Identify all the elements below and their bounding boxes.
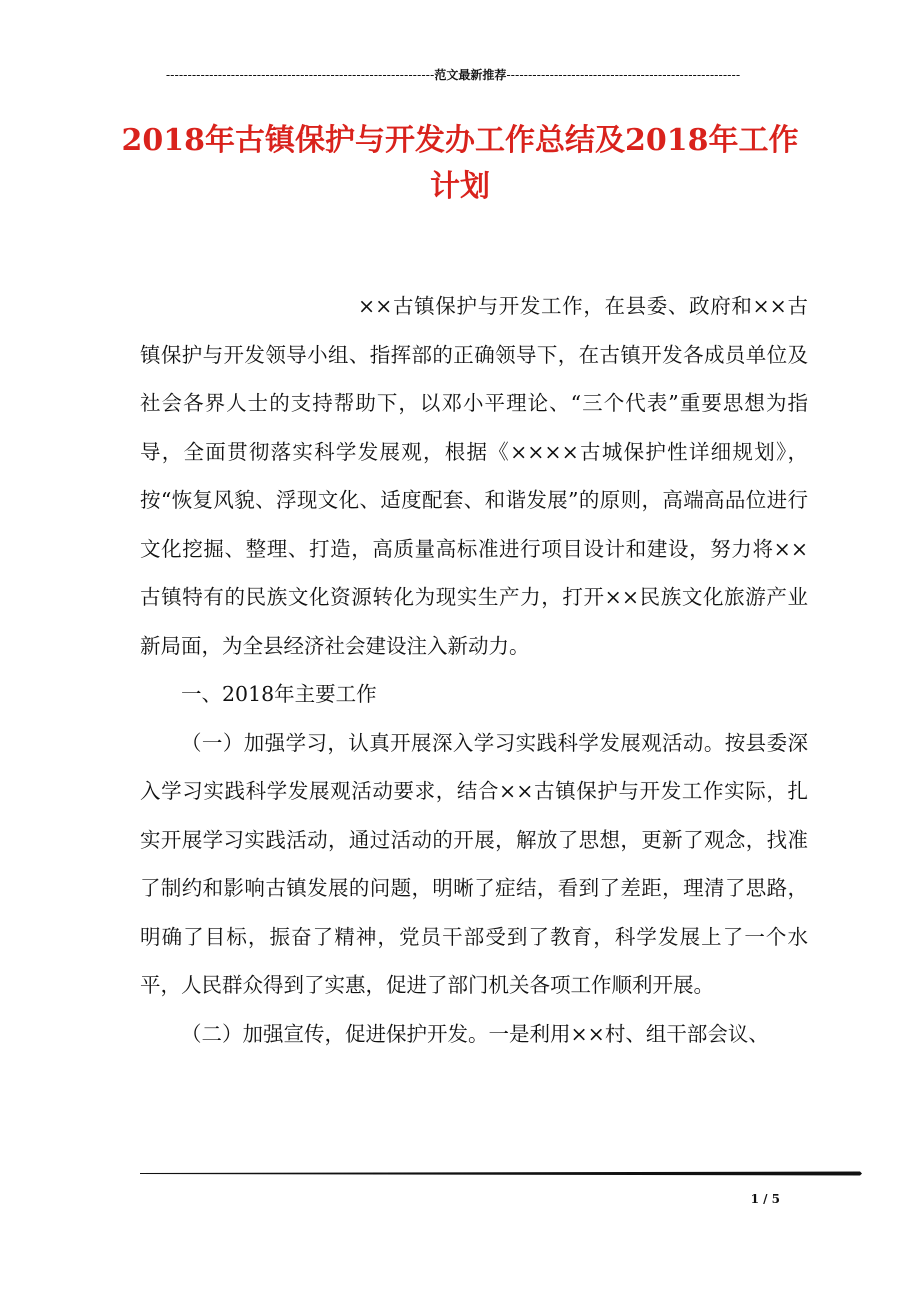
header-label: 范文最新推荐 <box>434 68 507 82</box>
page-header <box>138 66 768 84</box>
header-dashes-left: -------------------------------------------------------------- <box>165 68 435 82</box>
header-dashes-right: ------------------------------------------------------ <box>506 68 741 82</box>
section-heading: 一、2018年主要工作 <box>181 682 377 706</box>
document-body <box>140 282 808 1058</box>
intro-paragraph: ××古镇保护与开发工作，在县委、政府和××古镇保护与开发领导小组、指挥部的正确领导下，在古镇开发各成员单位及社会各界人士的支持帮助下，以邓小平理论、“三个代表”重要思想为指导，全面贯彻落实科学发展观，根据《××××古城保护性详细规划》，按“恢复风貌、浮现文化、适度配套、和谐发展”的原则，高端高品位进行文化挖掘、整理、打造，高质量高标准进行项目设计和建设，努力将××古镇特有的民族文化资源转化为现实生产力，打开××民族文化旅游产业新局面，为全县经济社会建设注入新动力。 <box>140 294 808 658</box>
page-number: 1 / 5 <box>750 1192 780 1206</box>
item-paragraph-1: （一）加强学习，认真开展深入学习实践科学发展观活动。按县委深入学习实践科学发展观活动要求，结合××古镇保护与开发工作实际，扎实开展学习实践活动，通过活动的开展，解放了思想，更新了观念，找准了制约和影响古镇发展的问题，明晰了症结，看到了差距，理清了思路，明确了目标，振奋了精神，党员干部受到了教育，科学发展上了一个水平，人民群众得到了实惠，促进了部门机关各项工作顺利开展。 <box>140 730 808 997</box>
footer-rule <box>140 1170 862 1177</box>
document-title: 2018年古镇保护与开发办工作总结及2018年工作计划 <box>121 123 799 204</box>
item-paragraph-2: （二）加强宣传，促进保护开发。一是利用××村、组干部会议、 <box>181 1021 769 1046</box>
